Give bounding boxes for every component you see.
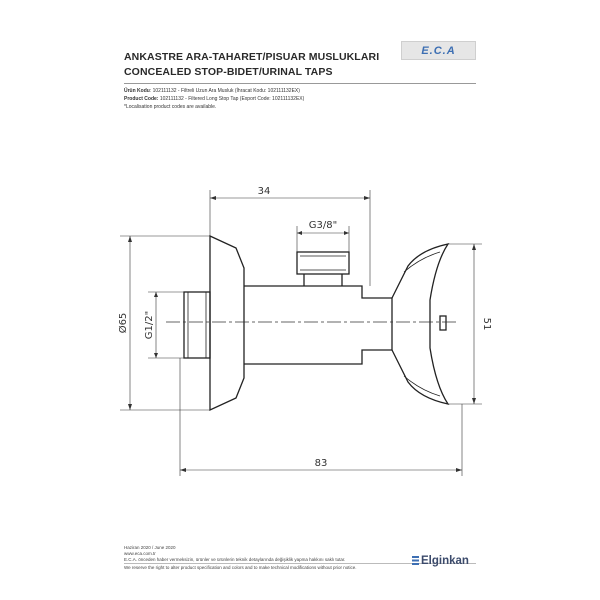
footer-date: Haziran 2020 / June 2020 <box>124 545 176 550</box>
product-code-en-label: Product Code: <box>124 96 159 102</box>
dim-83: 83 <box>314 458 328 469</box>
footer-note-en: We reserve the right to alter product specification and colors and to make technical modifications without prior notice. <box>124 565 357 570</box>
dim-g38: G3/8" <box>308 220 338 231</box>
flange-outline <box>210 236 244 410</box>
dim-51: 51 <box>481 317 492 331</box>
footer-url: www.eca.com.tr <box>124 551 156 556</box>
product-code-en-value: 102111132 - Filtered Long Stop Tap (Export Code: 102111132EX) <box>158 96 305 102</box>
title-english: CONCEALED STOP-BIDET/URINAL TAPS <box>124 66 333 78</box>
elginkan-logo <box>412 555 469 567</box>
title-turkish: ANKASTRE ARA-TAHARET/PISUAR MUSLUKLARI <box>124 51 380 63</box>
product-code-tr-value: : 102111132 - Filtreli Uzun Ara Musluk (İhracat Kodu: 102111132EX) <box>149 88 300 94</box>
eca-logo: E.C.A <box>401 41 476 60</box>
elginkan-mark-icon <box>412 556 419 565</box>
valve-body <box>244 286 392 364</box>
localisation-note: *Localisation product codes are available. <box>124 104 217 110</box>
product-code-tr-label: Ürün Kodu <box>124 88 150 94</box>
outlet-thread <box>297 252 349 274</box>
footer-note-tr: E.C.A. önceden haber vermeksizin, ürünler ve ürünlerin teknik detaylarında değişiklik yapma hakkını saklı tutar. <box>124 557 346 562</box>
brand-name: Elginkan <box>421 555 469 567</box>
dim-diameter-65: Ø65 <box>118 312 129 334</box>
dim-g12: G1/2" <box>144 310 155 340</box>
dim-34: 34 <box>257 186 271 197</box>
